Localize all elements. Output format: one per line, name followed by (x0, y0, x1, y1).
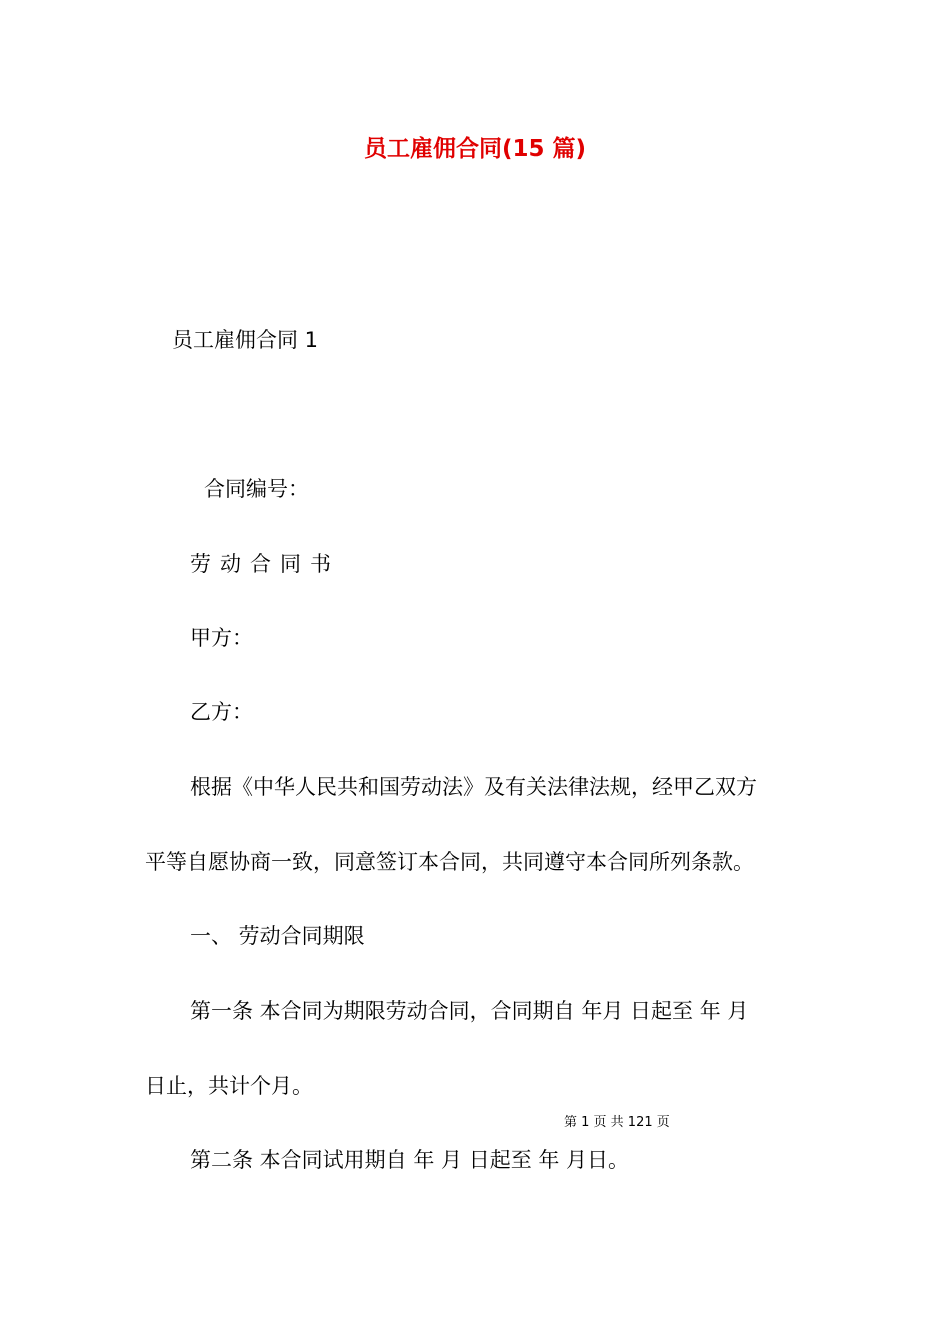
contract-subtitle: 员工雇佣合同 1 (172, 328, 319, 352)
article-line: 日止，共计个月。 (145, 1074, 313, 1098)
party-b-label: 乙方： (190, 700, 253, 724)
paragraph-line: 根据《中华人民共和国劳动法》及有关法律法规，经甲乙双方 (190, 775, 757, 799)
paragraph-line: 平等自愿协商一致，同意签订本合同，共同遵守本合同所列条款。 (145, 850, 754, 874)
article-line: 第二条 本合同试用期自 年 月 日起至 年 月日。 (190, 1148, 630, 1172)
party-a-label: 甲方： (190, 626, 253, 650)
article-line: 第一条 本合同为期限劳动合同，合同期自 年月 日起至 年 月 (190, 999, 749, 1023)
page-number-footer: 第 1 页 共 121 页 (564, 1115, 670, 1130)
labor-contract-title: 劳动合同书 (190, 552, 340, 576)
document-title: 员工雇佣合同(15 篇) (363, 136, 587, 162)
section-heading: 一、 劳动合同期限 (190, 924, 365, 948)
contract-number-label: 合同编号： (204, 477, 309, 501)
